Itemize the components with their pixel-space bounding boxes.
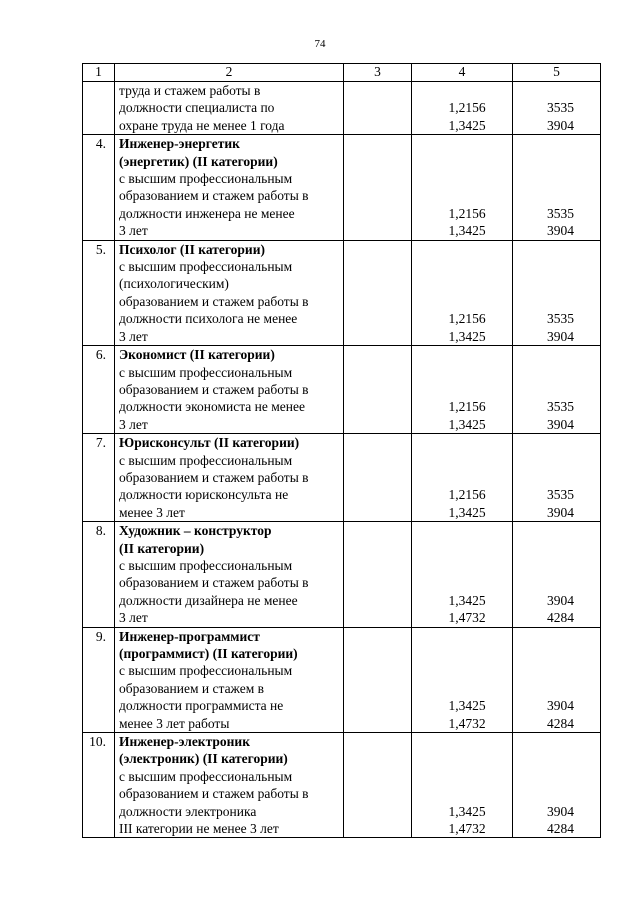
position-title-line: Юрисконсульт (II категории) bbox=[119, 435, 300, 451]
salary-cell bbox=[513, 346, 601, 434]
coefficient-cell bbox=[412, 82, 513, 135]
salary-cell bbox=[513, 82, 601, 135]
position-title-line: Инженер-программист bbox=[119, 628, 260, 644]
coefficient-value: 1,2156 bbox=[448, 487, 486, 503]
coefficient-value: 1,2156 bbox=[448, 100, 486, 116]
coefficient-value: 1,2156 bbox=[448, 399, 486, 415]
coefficient-value: 1,3425 bbox=[448, 117, 486, 133]
column-3-cell bbox=[344, 135, 412, 240]
salary-value: 3904 bbox=[547, 504, 574, 520]
row-number-cell: 8. bbox=[83, 522, 115, 627]
requirement-line: образованием и стажем работы в bbox=[119, 188, 309, 204]
coefficient-value: 1,3425 bbox=[448, 803, 486, 819]
table-row bbox=[83, 240, 601, 345]
header-cell: 5 bbox=[513, 64, 601, 82]
requirement-line: 3 лет bbox=[119, 610, 148, 626]
position-description-cell bbox=[115, 135, 344, 240]
requirement-line: должности дизайнера не менее bbox=[119, 592, 298, 608]
position-title-line: (программист) (II категории) bbox=[119, 646, 298, 661]
coefficient-cell bbox=[412, 522, 513, 627]
position-description-cell bbox=[115, 733, 344, 838]
requirement-line: с высшим профессиональным bbox=[119, 768, 293, 784]
salary-value: 3535 bbox=[547, 100, 574, 116]
table-header-row bbox=[83, 64, 601, 82]
coefficient-value: 1,3425 bbox=[448, 328, 486, 344]
requirement-line: с высшим профессиональным bbox=[119, 663, 293, 679]
requirement-line: образованием и стажем работы в bbox=[119, 786, 309, 802]
header-cell: 1 bbox=[83, 64, 115, 82]
requirement-line: III категории не менее 3 лет bbox=[119, 821, 279, 837]
requirement-line: труда и стажем работы в bbox=[119, 83, 261, 98]
position-title-line: Психолог (II категории) bbox=[119, 241, 265, 257]
table-row bbox=[83, 522, 601, 627]
salary-value: 3535 bbox=[547, 487, 574, 503]
header-cell: 4 bbox=[412, 64, 513, 82]
table-row bbox=[83, 733, 601, 838]
coefficient-cell bbox=[412, 733, 513, 838]
column-3-cell bbox=[344, 522, 412, 627]
requirement-line: с высшим профессиональным bbox=[119, 364, 293, 380]
requirement-line: образованием и стажем в bbox=[119, 680, 264, 696]
requirement-line: должности специалиста по bbox=[119, 100, 275, 116]
position-description-cell bbox=[115, 346, 344, 434]
coefficient-value: 1,4732 bbox=[448, 715, 486, 731]
position-description-cell bbox=[115, 522, 344, 627]
position-title-line: (энергетик) (II категории) bbox=[119, 153, 278, 169]
salary-value: 3904 bbox=[547, 328, 574, 344]
coefficient-cell bbox=[412, 240, 513, 345]
requirement-line: должности инженера не менее bbox=[119, 205, 295, 221]
requirement-line: должности юрисконсульта не bbox=[119, 487, 289, 503]
column-3-cell bbox=[344, 627, 412, 732]
row-number-cell: 5. bbox=[83, 240, 115, 345]
requirement-line: должности экономиста не менее bbox=[119, 399, 305, 415]
column-3-cell bbox=[344, 346, 412, 434]
table-row bbox=[83, 627, 601, 732]
salary-cell bbox=[513, 240, 601, 345]
position-description-cell bbox=[115, 82, 344, 135]
salary-value: 4284 bbox=[547, 821, 574, 837]
salary-value: 3535 bbox=[547, 311, 574, 327]
coefficient-value: 1,3425 bbox=[448, 223, 486, 239]
table-row bbox=[83, 346, 601, 434]
coefficient-value: 1,2156 bbox=[448, 205, 486, 221]
salary-value: 4284 bbox=[547, 610, 574, 626]
requirement-line: с высшим профессиональным bbox=[119, 557, 293, 573]
column-3-cell bbox=[344, 733, 412, 838]
requirement-line: образованием и стажем работы в bbox=[119, 381, 309, 397]
row-number-cell: 4. bbox=[83, 135, 115, 240]
requirement-line: с высшим профессиональным bbox=[119, 259, 293, 275]
row-number-cell bbox=[83, 82, 115, 135]
salary-value: 3535 bbox=[547, 205, 574, 221]
coefficient-value: 1,3425 bbox=[448, 416, 486, 432]
salary-cell bbox=[513, 733, 601, 838]
requirement-line: образованием и стажем работы в bbox=[119, 575, 309, 591]
position-title-line: Экономист (II категории) bbox=[119, 347, 275, 363]
requirement-line: должности электроника bbox=[119, 803, 257, 819]
table-row bbox=[83, 434, 601, 522]
requirement-line: должности программиста не bbox=[119, 698, 284, 714]
coefficient-cell bbox=[412, 346, 513, 434]
requirement-line: менее 3 лет работы bbox=[119, 715, 230, 731]
coefficient-cell bbox=[412, 434, 513, 522]
row-number-cell: 9. bbox=[83, 627, 115, 732]
requirement-line: 3 лет bbox=[119, 328, 148, 344]
requirement-line: менее 3 лет bbox=[119, 504, 185, 520]
salary-cell bbox=[513, 627, 601, 732]
salary-value: 3904 bbox=[547, 698, 574, 714]
requirement-line: должности психолога не менее bbox=[119, 311, 298, 327]
requirement-line: образованием и стажем работы в bbox=[119, 469, 309, 485]
coefficient-value: 1,3425 bbox=[448, 698, 486, 714]
requirement-line: (психологическим) bbox=[119, 276, 229, 292]
coefficient-value: 1,4732 bbox=[448, 821, 486, 837]
requirement-line: с высшим профессиональным bbox=[119, 452, 293, 468]
coefficient-value: 1,3425 bbox=[448, 504, 486, 520]
column-3-cell bbox=[344, 82, 412, 135]
salary-cell bbox=[513, 522, 601, 627]
header-cell: 2 bbox=[115, 64, 344, 82]
column-3-cell bbox=[344, 434, 412, 522]
salary-cell bbox=[513, 135, 601, 240]
position-description-cell bbox=[115, 240, 344, 345]
requirement-line: 3 лет bbox=[119, 223, 148, 239]
table-row bbox=[83, 135, 601, 240]
position-description-cell bbox=[115, 434, 344, 522]
coefficient-cell bbox=[412, 627, 513, 732]
position-title-line: Инженер-энергетик bbox=[119, 136, 240, 152]
position-title-line: (электроник) (II категории) bbox=[119, 751, 288, 767]
row-number-cell: 10. bbox=[83, 733, 115, 838]
page-number: 74 bbox=[314, 38, 326, 50]
coefficient-value: 1,2156 bbox=[448, 311, 486, 327]
coefficient-value: 1,4732 bbox=[448, 610, 486, 626]
salary-value: 3904 bbox=[547, 416, 574, 432]
header-cell: 3 bbox=[344, 64, 412, 82]
salary-value: 3535 bbox=[547, 399, 574, 415]
coefficient-cell bbox=[412, 135, 513, 240]
positions-table bbox=[82, 63, 601, 838]
salary-value: 3904 bbox=[547, 223, 574, 239]
salary-cell bbox=[513, 434, 601, 522]
table-row bbox=[83, 82, 601, 135]
position-title-line: (II категории) bbox=[119, 540, 205, 556]
column-3-cell bbox=[344, 240, 412, 345]
requirement-line: с высшим профессиональным bbox=[119, 171, 293, 187]
salary-value: 3904 bbox=[547, 117, 574, 133]
row-number-cell: 7. bbox=[83, 434, 115, 522]
coefficient-value: 1,3425 bbox=[448, 592, 486, 608]
position-description-cell bbox=[115, 627, 344, 732]
position-title-line: Инженер-электроник bbox=[119, 734, 250, 750]
requirement-line: 3 лет bbox=[119, 416, 148, 432]
salary-value: 4284 bbox=[547, 715, 574, 731]
salary-value: 3904 bbox=[547, 803, 574, 819]
requirement-line: охране труда не менее 1 года bbox=[119, 117, 285, 133]
position-title-line: Художник – конструктор bbox=[119, 523, 272, 539]
requirement-line: образованием и стажем работы в bbox=[119, 293, 309, 309]
salary-value: 3904 bbox=[547, 592, 574, 608]
row-number-cell: 6. bbox=[83, 346, 115, 434]
